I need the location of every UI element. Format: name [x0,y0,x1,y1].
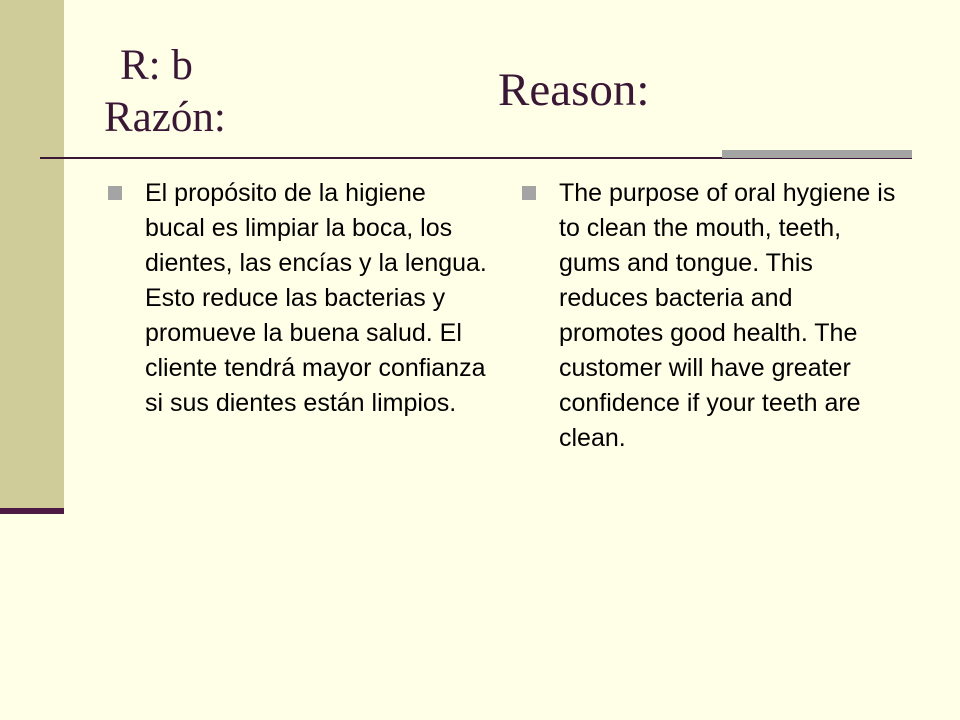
divider-accent [722,150,912,158]
english-text: The purpose of oral hygiene is to clean the mouth, teeth, gums and tongue. This reduces bacteria and promotes good health. The customer will have greater confidence if your teeth are clean. [559,179,896,452]
reason-label-english: Reason: [498,64,650,116]
square-bullet-icon [522,186,536,200]
left-bar-accent [0,508,64,514]
spanish-text: El propósito de la higiene bucal es limpiar la boca, los dientes, las encías y la lengua. Esto reduce las bacterias y promueve la buena salud. El cliente tendrá mayor confianza si sus dientes están limpios. [145,179,487,417]
title-spanish [104,40,226,144]
list-item [522,176,902,456]
list-item [108,176,488,421]
left-decorative-bar [0,0,64,510]
answer-label: R: b [120,42,193,89]
spanish-column [108,176,488,421]
square-bullet-icon [108,186,122,200]
reason-label-spanish: Razón: [104,94,226,141]
english-column [522,176,902,456]
